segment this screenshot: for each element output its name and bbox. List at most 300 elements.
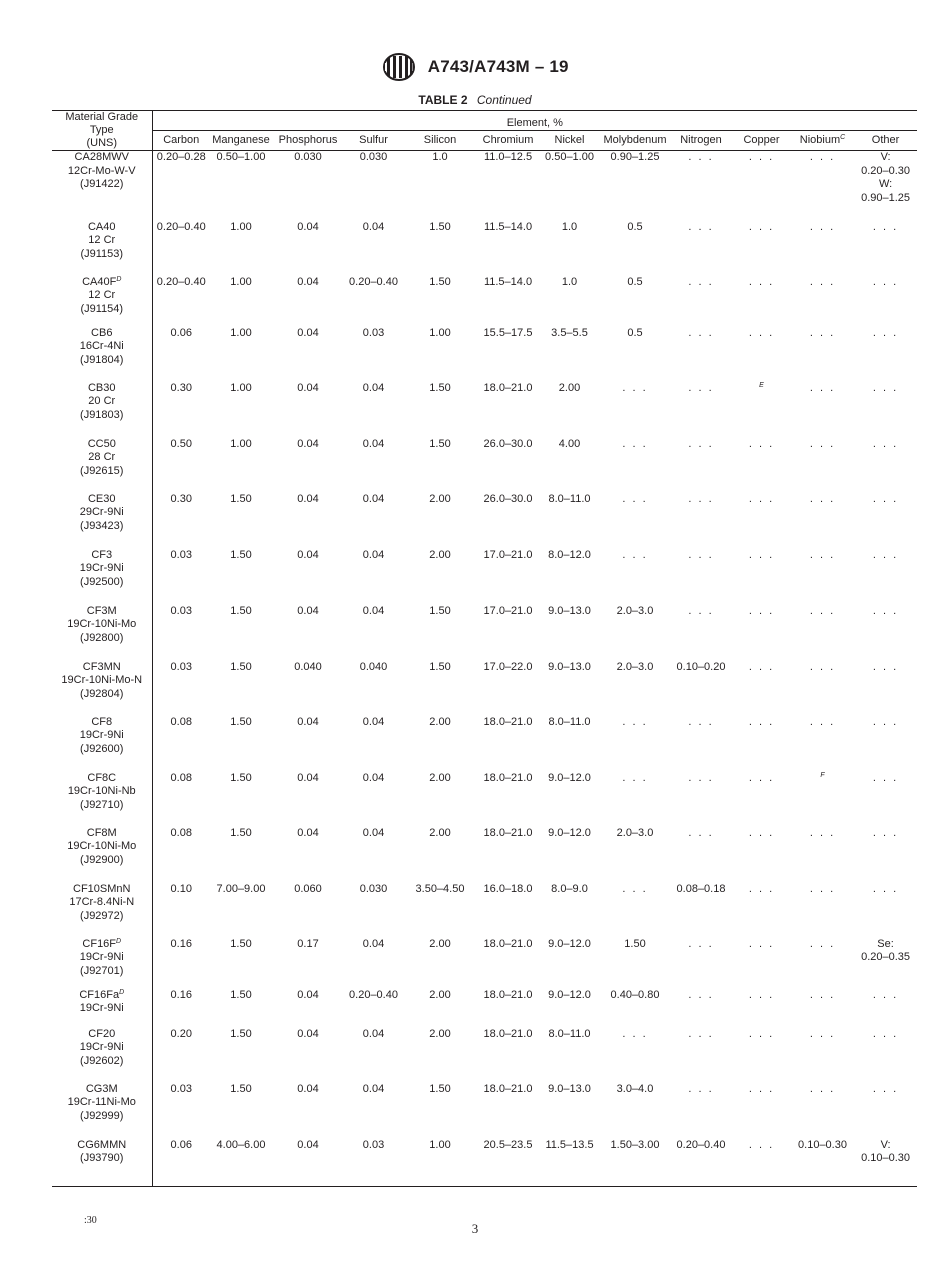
value-text: . . . <box>748 1138 775 1151</box>
value-cell-nitrogen <box>670 661 732 716</box>
value-text: . . . <box>622 492 648 505</box>
grade-designation <box>52 276 152 290</box>
value-text: 0.04 <box>297 220 319 233</box>
value-line: V: <box>880 151 891 163</box>
value-cell-other <box>854 661 917 716</box>
grade-text: 19Cr-10Ni-Mo-N <box>61 674 143 687</box>
value-cell-niobium <box>791 661 854 716</box>
value-text: . . . <box>809 437 836 450</box>
element-group-header: Element, % <box>152 111 917 131</box>
value-cell-manganese <box>210 989 272 1028</box>
grade-detail <box>52 395 152 409</box>
value-text: . . . <box>872 381 899 394</box>
value-cell-chromium <box>477 549 539 605</box>
footer-note: :30 <box>84 1215 97 1226</box>
grade-text: 19Cr-10Ni-Mo <box>67 618 137 631</box>
value-text: 2.00 <box>429 826 451 839</box>
material-grade-cell <box>52 605 152 661</box>
grade-detail <box>52 1152 152 1166</box>
value-cell-nickel <box>539 989 600 1028</box>
value-cell-manganese <box>210 1028 272 1083</box>
value-text: 7.00–9.00 <box>216 882 266 895</box>
value-cell-nickel <box>539 1139 600 1187</box>
material-grade-cell <box>52 716 152 772</box>
grade-text: CG6MMN <box>77 1138 127 1151</box>
value-cell-carbon <box>152 716 210 772</box>
value-cell-sulfur <box>344 438 403 493</box>
table-row <box>52 661 917 716</box>
value-text: 0.04 <box>362 548 385 561</box>
value-text: 0.20 <box>170 1027 192 1040</box>
value-cell-sulfur <box>344 716 403 772</box>
value-cell-chromium <box>477 382 539 438</box>
grade-text: (J92999) <box>80 1109 124 1122</box>
grade-detail <box>52 340 152 354</box>
value-cell-other <box>854 1083 917 1139</box>
value-text: . . . <box>688 826 714 839</box>
column-header-molybdenum <box>600 131 670 151</box>
value-cell-manganese <box>210 151 272 221</box>
value-text: . . . <box>809 1027 836 1040</box>
grade-detail <box>52 1096 152 1110</box>
value-cell-molybdenum <box>600 772 670 827</box>
value-text: 0.16 <box>170 988 192 1001</box>
table-row <box>52 327 917 382</box>
value-text: 1.00 <box>230 437 252 450</box>
value-cell-nickel <box>539 883 600 938</box>
grade-text: (J92972) <box>80 909 124 922</box>
value-line: W: <box>878 178 893 191</box>
table-row <box>52 989 917 1028</box>
value-text: 1.50 <box>429 1082 451 1095</box>
grade-designation <box>52 438 152 452</box>
grade-text: 19Cr-9Ni <box>79 562 124 575</box>
value-cell-phosphorus <box>272 883 344 938</box>
grade-text: (J92710) <box>80 798 124 811</box>
material-grade-cell <box>52 549 152 605</box>
value-text: . . . <box>622 381 648 394</box>
value-cell-nitrogen <box>670 438 732 493</box>
grade-text: CF3MN <box>82 660 121 673</box>
grade-detail <box>52 729 152 743</box>
value-cell-molybdenum <box>600 221 670 276</box>
value-cell-silicon <box>403 883 477 938</box>
grade-detail <box>52 688 152 702</box>
column-header-label: Phosphorus <box>278 134 338 146</box>
value-text: 26.0–30.0 <box>483 437 533 450</box>
value-cell-nitrogen <box>670 938 732 989</box>
value-text: . . . <box>872 437 899 450</box>
value-text: 1.00 <box>230 326 252 339</box>
value-text: 17.0–21.0 <box>483 548 533 561</box>
value-text: 0.04 <box>297 1082 319 1095</box>
material-grade-cell <box>52 1028 152 1083</box>
grade-text: CA28MWV <box>74 151 129 163</box>
value-text: . . . <box>809 660 836 673</box>
value-cell-nickel <box>539 327 600 382</box>
material-grade-cell <box>52 661 152 716</box>
value-cell-copper <box>732 221 791 276</box>
value-cell-other <box>854 989 917 1028</box>
value-cell-nitrogen <box>670 276 732 327</box>
grade-designation <box>52 221 152 235</box>
value-text: 0.03 <box>170 548 192 561</box>
value-text: . . . <box>809 988 836 1001</box>
value-text: . . . <box>872 604 899 617</box>
value-line: 0.90–1.25 <box>861 191 911 204</box>
value-text: 0.5 <box>627 220 643 233</box>
value-text: 0.04 <box>297 492 319 505</box>
value-cell-nickel <box>539 151 600 221</box>
material-grade-cell <box>52 938 152 989</box>
value-text: 0.04 <box>297 771 319 784</box>
table-row <box>52 276 917 327</box>
column-header-nitrogen <box>670 131 732 151</box>
grade-text: 29Cr-9Ni <box>79 506 124 519</box>
value-text: 0.10 <box>170 882 192 895</box>
value-cell-sulfur <box>344 661 403 716</box>
grade-detail <box>52 743 152 757</box>
value-cell-sulfur <box>344 493 403 549</box>
value-cell-nitrogen <box>670 883 732 938</box>
value-text: . . . <box>748 437 775 450</box>
value-text: . . . <box>622 771 648 784</box>
value-cell-chromium <box>477 327 539 382</box>
value-text: 2.00 <box>558 381 581 394</box>
value-text: 0.5 <box>627 275 643 288</box>
column-header-carbon <box>152 131 210 151</box>
material-grade-cell <box>52 883 152 938</box>
value-text: 11.5–13.5 <box>545 1138 594 1151</box>
column-header-label: Nickel <box>554 134 585 146</box>
grade-text: (J92602) <box>80 1054 124 1067</box>
value-text: 0.03 <box>170 660 192 673</box>
grade-detail <box>52 248 152 262</box>
value-cell-manganese <box>210 772 272 827</box>
value-text: . . . <box>688 1082 714 1095</box>
value-cell-niobium <box>791 827 854 883</box>
grade-detail <box>52 562 152 576</box>
value-text: 0.04 <box>362 492 385 505</box>
grade-text: 19Cr-9Ni <box>79 1041 124 1054</box>
table-row <box>52 382 917 438</box>
value-cell-molybdenum <box>600 1083 670 1139</box>
value-cell-molybdenum <box>600 327 670 382</box>
value-text: . . . <box>748 220 775 233</box>
value-text: 0.06 <box>170 326 192 339</box>
value-cell-nickel <box>539 1028 600 1083</box>
value-text: . . . <box>688 1027 714 1040</box>
value-text: . . . <box>748 937 775 950</box>
value-cell-molybdenum <box>600 549 670 605</box>
value-text: 0.03 <box>362 1138 385 1151</box>
grade-text: (J92804) <box>80 687 124 700</box>
value-cell-copper <box>732 605 791 661</box>
value-text: 8.0–12.0 <box>548 548 591 561</box>
value-cell-nitrogen <box>670 772 732 827</box>
value-text: 1.50 <box>624 937 646 950</box>
value-text: 0.04 <box>362 437 385 450</box>
value-text: 1.50 <box>230 548 252 561</box>
value-text: . . . <box>748 715 775 728</box>
value-text: . . . <box>872 771 899 784</box>
value-text: 0.20–0.40 <box>349 275 398 288</box>
value-cell-copper <box>732 276 791 327</box>
value-text: 8.0–11.0 <box>548 1027 591 1040</box>
value-text: . . . <box>748 326 775 339</box>
value-text: . . . <box>872 715 899 728</box>
value-cell-carbon <box>152 883 210 938</box>
value-cell-copper <box>732 938 791 989</box>
grade-detail <box>52 289 152 303</box>
grade-detail <box>52 965 152 979</box>
grade-text: 28 Cr <box>88 451 116 464</box>
value-text: 11.5–14.0 <box>483 275 533 288</box>
value-cell-molybdenum <box>600 989 670 1028</box>
value-text: 1.50 <box>230 826 252 839</box>
value-cell-nitrogen <box>670 1028 732 1083</box>
grade-text: CF3 <box>91 548 113 561</box>
grade-text: 16Cr-4Ni <box>79 340 124 353</box>
value-text: 0.060 <box>294 882 322 895</box>
value-text: . . . <box>872 275 899 288</box>
column-header-nickel <box>539 131 600 151</box>
value-cell-niobium <box>791 883 854 938</box>
grade-text: CF8 <box>91 715 113 728</box>
value-text: 4.00–6.00 <box>216 1138 266 1151</box>
value-cell-nitrogen <box>670 989 732 1028</box>
value-cell-nitrogen <box>670 493 732 549</box>
value-text: . . . <box>688 275 714 288</box>
value-text: . . . <box>872 660 899 673</box>
value-text: 0.04 <box>362 1082 385 1095</box>
value-text: . . . <box>688 604 714 617</box>
value-text: 0.04 <box>362 715 385 728</box>
value-cell-molybdenum <box>600 151 670 221</box>
value-text: 20.5–23.5 <box>483 1138 533 1151</box>
value-cell-other <box>854 493 917 549</box>
value-cell-sulfur <box>344 382 403 438</box>
value-text: . . . <box>809 151 836 163</box>
value-cell-sulfur <box>344 1139 403 1187</box>
value-cell-nickel <box>539 1083 600 1139</box>
value-text: 2.00 <box>429 988 451 1001</box>
value-text: . . . <box>748 492 775 505</box>
value-cell-chromium <box>477 716 539 772</box>
value-cell-molybdenum <box>600 493 670 549</box>
value-cell-niobium <box>791 1139 854 1187</box>
value-text: 0.04 <box>297 275 319 288</box>
value-cell-niobium <box>791 989 854 1028</box>
value-cell-sulfur <box>344 1028 403 1083</box>
grade-column-header <box>52 111 152 151</box>
table-row <box>52 151 917 221</box>
value-cell-nitrogen <box>670 605 732 661</box>
value-text: 1.50–3.00 <box>610 1138 660 1151</box>
value-text: 0.040 <box>294 660 322 673</box>
value-text: 0.030 <box>359 151 388 163</box>
value-cell-silicon <box>403 382 477 438</box>
footnote-marker: D <box>119 988 125 996</box>
value-text: 18.0–21.0 <box>483 988 533 1001</box>
value-cell-silicon <box>403 772 477 827</box>
value-text: 18.0–21.0 <box>483 937 533 950</box>
value-cell-nickel <box>539 605 600 661</box>
value-text: . . . <box>688 381 714 394</box>
value-text: 0.10–0.20 <box>676 660 726 673</box>
value-cell-other <box>854 382 917 438</box>
column-header-label: Copper <box>743 134 780 146</box>
footnote-marker: E <box>759 381 764 389</box>
value-cell-molybdenum <box>600 382 670 438</box>
grade-text: 12 Cr <box>88 289 116 302</box>
value-text: 0.04 <box>297 1138 319 1151</box>
grade-text: CF3M <box>86 604 117 617</box>
value-text: 0.04 <box>297 715 319 728</box>
value-text: 18.0–21.0 <box>483 1027 533 1040</box>
value-text: 1.50 <box>230 988 252 1001</box>
value-text: . . . <box>688 220 714 233</box>
value-cell-carbon <box>152 1083 210 1139</box>
value-text: . . . <box>809 381 836 394</box>
value-cell-phosphorus <box>272 327 344 382</box>
value-text: . . . <box>748 660 775 673</box>
value-text: . . . <box>688 937 714 950</box>
value-text: 1.50 <box>429 604 451 617</box>
value-text: 0.04 <box>362 381 385 394</box>
value-text: 1.50 <box>230 604 252 617</box>
value-cell-manganese <box>210 1083 272 1139</box>
value-text: 1.0 <box>561 220 578 233</box>
value-cell-sulfur <box>344 549 403 605</box>
value-text: 0.50–1.00 <box>216 151 266 163</box>
value-text: 8.0–9.0 <box>551 882 588 895</box>
value-cell-niobium <box>791 438 854 493</box>
grade-designation <box>52 1028 152 1042</box>
value-text: 0.04 <box>297 381 319 394</box>
value-cell-sulfur <box>344 938 403 989</box>
value-text: . . . <box>809 275 836 288</box>
table-row <box>52 883 917 938</box>
value-cell-molybdenum <box>600 827 670 883</box>
column-header-niobium <box>791 131 854 151</box>
grade-designation <box>52 772 152 786</box>
grade-detail <box>52 896 152 910</box>
value-cell-carbon <box>152 1028 210 1083</box>
value-cell-manganese <box>210 661 272 716</box>
document-title: A743/A743M – 19 <box>427 57 569 76</box>
value-cell-sulfur <box>344 327 403 382</box>
grade-text: CC50 <box>87 437 116 450</box>
grade-detail <box>52 840 152 854</box>
value-text: . . . <box>748 1027 775 1040</box>
value-text: . . . <box>872 1082 899 1095</box>
value-cell-niobium <box>791 327 854 382</box>
material-grade-cell <box>52 382 152 438</box>
material-grade-cell <box>52 221 152 276</box>
table-row <box>52 716 917 772</box>
grade-text: CF16F <box>82 937 117 950</box>
value-text: . . . <box>872 220 899 233</box>
value-text: . . . <box>688 326 714 339</box>
column-header-copper <box>732 131 791 151</box>
value-text: . . . <box>622 437 648 450</box>
value-cell-silicon <box>403 221 477 276</box>
value-text: 1.00 <box>429 326 451 339</box>
value-text: 8.0–11.0 <box>548 492 591 505</box>
value-text: 1.50 <box>429 381 451 394</box>
grade-text: 19Cr-10Ni-Mo <box>67 840 137 853</box>
value-text: 0.040 <box>359 660 388 673</box>
value-cell-manganese <box>210 938 272 989</box>
value-text: 0.20–0.40 <box>349 988 398 1001</box>
page-number: 3 <box>471 1221 479 1236</box>
value-text: . . . <box>748 988 775 1001</box>
column-header-other <box>854 131 917 151</box>
value-cell-manganese <box>210 549 272 605</box>
grade-detail <box>52 951 152 965</box>
value-cell-nitrogen <box>670 151 732 221</box>
value-text: 0.16 <box>170 937 192 950</box>
value-text: 0.08–0.18 <box>676 882 726 895</box>
value-cell-carbon <box>152 989 210 1028</box>
material-grade-cell <box>52 772 152 827</box>
grade-text: (J93423) <box>80 519 124 532</box>
grade-text: (J92900) <box>80 853 124 866</box>
material-grade-cell <box>52 276 152 327</box>
grade-text: CB6 <box>91 326 113 339</box>
value-cell-niobium <box>791 1083 854 1139</box>
value-cell-nitrogen <box>670 382 732 438</box>
footnote-marker: D <box>116 275 122 283</box>
grade-detail <box>52 178 152 192</box>
material-grade-cell <box>52 438 152 493</box>
value-text: . . . <box>748 771 775 784</box>
grade-text: (J91422) <box>80 178 124 191</box>
value-text: 0.04 <box>297 826 319 839</box>
value-cell-carbon <box>152 661 210 716</box>
value-cell-phosphorus <box>272 989 344 1028</box>
value-cell-molybdenum <box>600 883 670 938</box>
value-text: 0.20–0.40 <box>156 220 206 233</box>
value-text: 0.04 <box>362 937 385 950</box>
value-text: 0.030 <box>294 151 322 163</box>
value-cell-silicon <box>403 276 477 327</box>
column-header-label: Chromium <box>482 134 534 146</box>
value-text: . . . <box>809 492 836 505</box>
value-cell-chromium <box>477 493 539 549</box>
value-cell-silicon <box>403 716 477 772</box>
value-cell-other <box>854 827 917 883</box>
grade-text: 20 Cr <box>88 395 116 408</box>
value-text: 0.03 <box>362 326 385 339</box>
value-cell-manganese <box>210 493 272 549</box>
value-cell-chromium <box>477 605 539 661</box>
column-header-chromium <box>477 131 539 151</box>
table-row <box>52 1083 917 1139</box>
column-header-label: Nitrogen <box>680 134 722 146</box>
value-cell-nickel <box>539 438 600 493</box>
grade-detail <box>52 165 152 179</box>
value-text: 1.50 <box>230 1082 252 1095</box>
value-text: 17.0–21.0 <box>483 604 533 617</box>
value-cell-nickel <box>539 827 600 883</box>
grade-text: CG3M <box>85 1082 118 1095</box>
table-caption <box>0 93 950 107</box>
value-text: . . . <box>688 151 714 163</box>
value-cell-nitrogen <box>670 827 732 883</box>
value-cell-phosphorus <box>272 938 344 989</box>
